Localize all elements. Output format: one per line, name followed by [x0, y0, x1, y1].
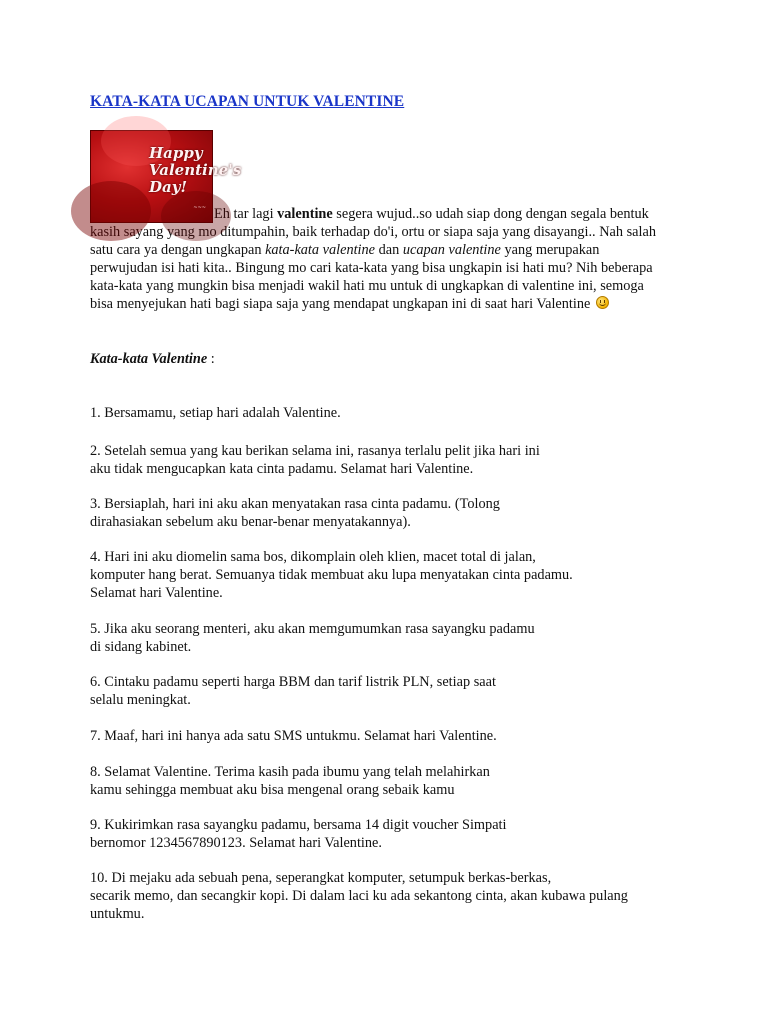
- quote-item: [90, 620, 610, 656]
- quote-line: dirahasiakan sebelum aku benar-benar menyatakannya).: [90, 514, 411, 530]
- card-line: Day!: [149, 178, 188, 196]
- quote-line: 2. Setelah semua yang kau berikan selama ini, rasanya terlalu pelit jika hari ini: [90, 443, 540, 459]
- intro-bold-keyword: valentine: [277, 206, 333, 222]
- quote-line: di sidang kabinet.: [90, 639, 192, 655]
- quote-line: bernomor 1234567890123. Selamat hari Valentine.: [90, 835, 382, 851]
- intro-text: segera wujud..so udah siap dong dengan segala bentuk kasih sayang yang mo ditumpahin, baik terhadap do'i, ortu or siapa saja yang disayangi.. Nah salah satu cara ya dengan ungkapan: [90, 206, 656, 258]
- page-title-link[interactable]: KATA-KATA UCAPAN UNTUK VALENTINE: [90, 93, 405, 110]
- quote-item: [90, 869, 690, 923]
- intro-italic-keyword: ucapan valentine: [402, 242, 501, 258]
- section-suffix: :: [207, 351, 215, 367]
- quote-item: [90, 495, 610, 531]
- quote-item: [90, 763, 610, 799]
- quote-line: 3. Bersiaplah, hari ini aku akan menyatakan rasa cinta padamu. (Tolong: [90, 496, 500, 512]
- quote-item: [90, 673, 610, 709]
- quote-line: Selamat hari Valentine.: [90, 585, 223, 601]
- card-greeting: [149, 144, 242, 196]
- quote-line: 4. Hari ini aku diomelin sama bos, dikomplain oleh klien, macet total di jalan,: [90, 549, 536, 565]
- quote-line: 1. Bersamamu, setiap hari adalah Valentine.: [90, 405, 341, 421]
- quote-line: kamu sehingga membuat aku bisa mengenal orang sebaik kamu: [90, 782, 455, 798]
- intro-italic-keyword: kata-kata valentine: [265, 242, 376, 258]
- quote-line: 5. Jika aku seorang menteri, aku akan memgumumkan rasa sayangku padamu: [90, 621, 535, 637]
- intro-paragraph: [90, 130, 670, 313]
- quote-line: selalu meningkat.: [90, 692, 191, 708]
- quote-item: [90, 442, 610, 478]
- card-signature: ~~~: [193, 205, 206, 211]
- quote-item: [90, 816, 610, 852]
- quote-line: komputer hang berat. Semuanya tidak membuat aku lupa menyatakan cinta padamu.: [90, 567, 573, 583]
- quote-line: 8. Selamat Valentine. Terima kasih pada ibumu yang telah melahirkan: [90, 764, 490, 780]
- quote-line: untukmu.: [90, 906, 145, 922]
- quote-line: aku tidak mengucapkan kata cinta padamu. Selamat hari Valentine.: [90, 461, 474, 477]
- quote-line: 10. Di mejaku ada sebuah pena, seperangkat komputer, setumpuk berkas-berkas,: [90, 870, 552, 886]
- intro-text: Eh tar lagi: [214, 206, 278, 222]
- quote-line: 9. Kukirimkan rasa sayangku padamu, bersama 14 digit voucher Simpati: [90, 817, 507, 833]
- quote-item: [90, 548, 650, 602]
- quote-line: 6. Cintaku padamu seperti harga BBM dan tarif listrik PLN, setiap saat: [90, 674, 496, 690]
- intro-text: dan: [375, 242, 403, 258]
- section-label: Kata-kata Valentine: [90, 351, 208, 367]
- section-heading: [90, 351, 215, 368]
- smiley-icon: [596, 296, 609, 309]
- quote-item: [90, 404, 610, 422]
- card-line: Happy: [149, 144, 203, 162]
- rose-petal-shape: [71, 181, 151, 241]
- quote-line: secarik memo, dan secangkir kopi. Di dalam laci ku ada sekantong cinta, akan kubawa pulang: [90, 888, 628, 904]
- card-line: Valentine's: [149, 161, 242, 179]
- quote-line: 7. Maaf, hari ini hanya ada satu SMS untukmu. Selamat hari Valentine.: [90, 728, 497, 744]
- intro-text: yang merupakan perwujudan isi hati kita.. Bingung mo cari kata-kata yang bisa ungkapin isi hati mu? Nih beberapa kata-kata yang mungkin bisa menjadi wakil hati mu untuk di ungkapkan di valentine ini, semoga bisa menyejukan hati bagi siapa saja yang mendapat ungkapan ini di saat hari Valentine: [90, 242, 653, 312]
- valentine-card-image: [90, 130, 242, 223]
- quote-item: [90, 727, 610, 745]
